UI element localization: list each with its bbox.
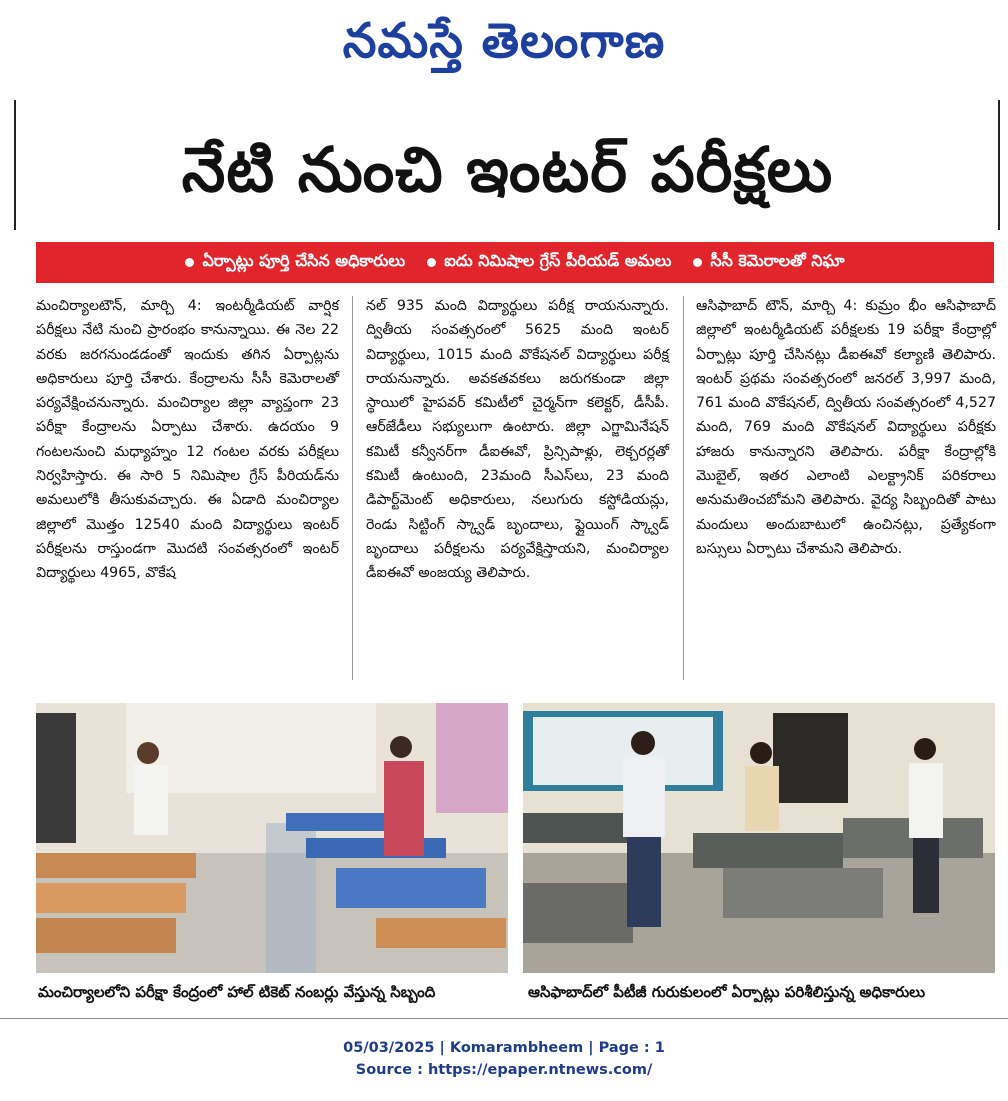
footer-source-link[interactable]: Source : https://epaper.ntnews.com/ [355,1062,653,1078]
headline-right-rule [998,100,1000,230]
footer-edition-info: 05/03/2025 | Komarambheem | Page : 1 [343,1040,665,1056]
footer-divider [0,1018,1008,1019]
subheadline-strap [36,242,994,283]
photo-caption-2: ఆసిఫాబాద్‌లో పీటీజీ గురుకులంలో ఏర్పాట్లు పరిశీలిస్తున్న అధికారులు [528,983,926,1001]
article-column-1: మంచిర్యాలటౌన్, మార్చి 4: ఇంటర్మీడియట్ వార్షిక పరీక్షలు నేటి నుంచి ప్రారంభం కానున్నాయి. ఈ నెల 22 వరకు జరగనుండడంతో ఇందుకు తగిన ఏర్పాట్లను అధికారులు పూర్తి చేశారు. కేంద్రాలను సీసీ కెమెరాలతో పర్యవేక్షించనున్నారు. మంచిర్యాల జిల్లా వ్యాప్తంగా 23 పరీక్షా కేంద్రాలను ఏర్పాటు చేశారు. ఉదయం 9 గంటలనుంచి మధ్యాహ్నం 12 గంటల వరకు పరీక్షలు నిర్వహిస్తారు. ఈ సారి 5 నిమిషాల గ్రేస్ పీరియడ్‌ను అమలులోకి తీసుకువచ్చారు. ఈ ఏడాది మంచిర్యాల జిల్లాలో మొత్తం 12540 మంది విద్యార్థులు ఇంటర్ పరీక్షలను రాస్తుండగా మొదటి సంవత్సరంలో ఇంటర్ విద్యార్థులు 4965, వొకేష [36,298,339,582]
column-divider [683,296,684,680]
bullet-icon [693,258,702,267]
headline: నేటి నుంచి ఇంటర్ పరీక్షలు [181,133,834,206]
article-column-2: నల్ 935 మంది విద్యార్థులు పరీక్ష రాయనున్నారు. ద్వితీయ సంవత్సరంలో 5625 మంది ఇంటర్ విద్యార్థులు, 1015 మంది వొకేషనల్ విద్యార్థులు పరీక్ష రాయనున్నారు. అవకతవకలు జరుగకుండా జిల్లా స్థాయిలో హైపవర్ కమిటీలో చైర్మన్‌గా కలెక్టర్, డీసీపీ. ఆర్‌జేడీలు సభ్యులుగా ఉంటారు. జిల్లా ఎగ్జామినేషన్ కమిటీ కన్వీనర్‌గా డీఐఈవో, ప్రిన్సిపాళ్లు, లెక్చరర్లతో కమిటీ ఉంటుంది, 23మంది సీఎస్‌లు, 23 మంది డిపార్ట్‌మెంట్ అధికారులు, నలుగురు కస్టోడియన్లు, రెండు సిట్టింగ్ స్క్వాడ్ బృందాలు, ఫ్లైయింగ్ స్క్వాడ్ బృందాలు పరీక్షలను పర్యవేక్షిస్తాయని, మంచిర్యాల డీఐఈవో అంజయ్య తెలిపారు. [366,298,669,582]
photo-mancherial-exam-centre [36,703,508,973]
column-divider [352,296,353,680]
strap-item [693,251,844,274]
strap-text: ఐదు నిమిషాల గ్రేస్ పీరియడ్ అమలు [444,251,672,270]
strap-text: సీసీ కెమెరాలతో నిఘా [710,251,845,270]
bullet-icon [185,258,194,267]
strap-item [427,251,671,274]
photo-caption-1: మంచిర్యాలలోని పరీక్షా కేంద్రంలో హాల్ టికెట్ నంబర్లు వేస్తున్న సిబ్బంది [38,983,436,1001]
article-column-3: ఆసిఫాబాద్ టౌన్, మార్చి 4: కుమ్రం భీం ఆసిఫాబాద్ జిల్లాలో ఇంటర్మీడియట్ పరీక్షలకు 19 పరీక్షా కేంద్రాల్లో ఏర్పాట్లు పూర్తి చేసినట్లు డీఐఈవో కల్యాణి తెలిపారు. ఇంటర్ ప్రథమ సంవత్సరంలో జనరల్ 3,997 మంది, 761 మంది వొకేషనల్, ద్వితీయ సంవత్సరంలో 4,527 మంది, 769 మంది వొకేషనల్ విద్యార్థులు పరీక్షకు హాజరు కానున్నారని తెలిపారు. పరీక్షా కేంద్రాల్లోకి మొబైల్, ఇతర ఎలాంటి ఎలక్ట్రానిక్ పరికరాలు అనుమతించబోమని తెలిపారు. వైద్య సిబ్బందితో పాటు మందులు అందుబాటులో ఉంచినట్లు, ప్రత్యేకంగా బస్సులు ఏర్పాటు చేశామని తెలిపారు. [696,298,996,557]
masthead-logo: నమస్తే తెలంగాణ [342,13,666,69]
classroom-photo-1 [36,703,508,973]
bullet-icon [427,258,436,267]
strap-text: ఏర్పాట్లు పూర్తి చేసిన అధికారులు [202,251,406,270]
strap-item [185,251,405,274]
headline-left-rule [14,100,16,230]
photo-asifabad-gurukul [523,703,995,973]
classroom-photo-2 [523,703,995,973]
